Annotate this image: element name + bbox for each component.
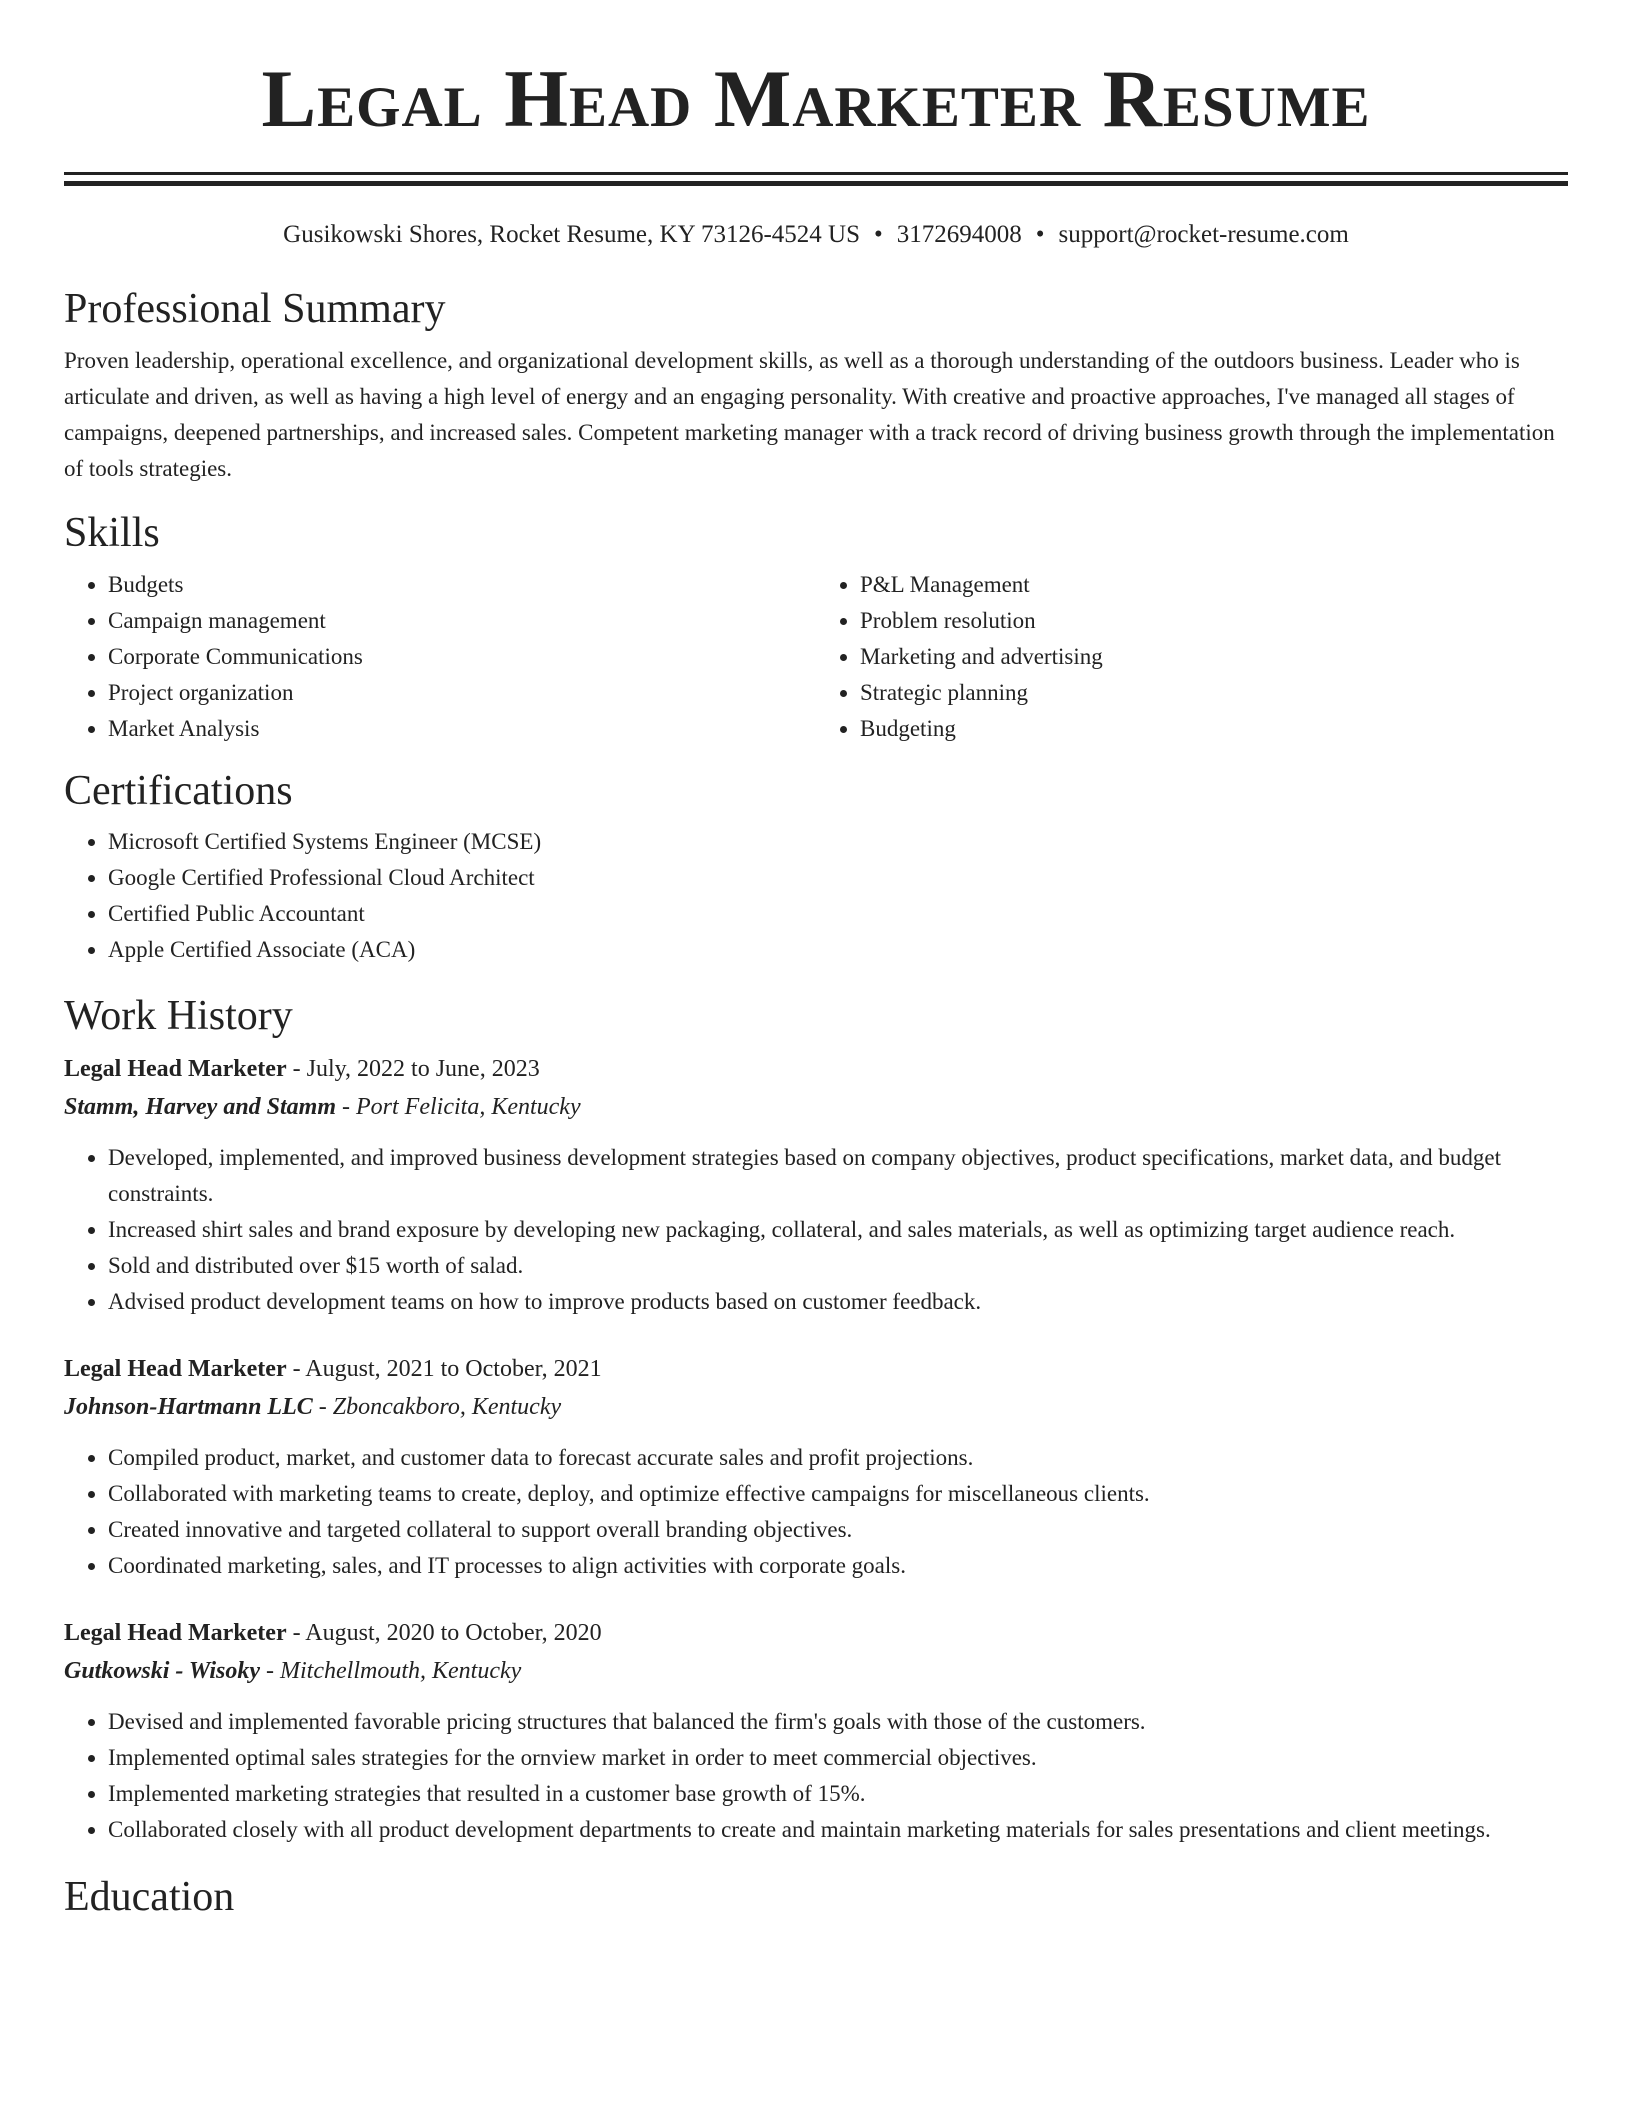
- job-role: Legal Head Marketer: [64, 1619, 287, 1646]
- skill-item: • Corporate Communications: [108, 639, 816, 675]
- certifications-list: [64, 824, 1568, 968]
- skill-item: • Campaign management: [108, 603, 816, 639]
- job-bullets: [64, 1440, 1568, 1584]
- job-role: Legal Head Marketer: [64, 1055, 287, 1082]
- contact-line: [64, 220, 1568, 250]
- job-bullet: • Collaborated closely with all product development departments to create and maintain marketing materials for sales presentations and client meetings.: [108, 1812, 1568, 1848]
- job-bullet: • Collaborated with marketing teams to create, deploy, and optimize effective campaigns for miscellaneous clients.: [108, 1476, 1568, 1512]
- job-entry: [64, 1350, 1568, 1584]
- job-bullet: • Implemented marketing strategies that resulted in a customer base growth of 15%.: [108, 1776, 1568, 1812]
- skill-item: • Project organization: [108, 675, 816, 711]
- job-location: - Port Felicita, Kentucky: [336, 1093, 581, 1120]
- job-entry: [64, 1614, 1568, 1848]
- skills-heading: Skills: [64, 510, 160, 557]
- job-bullets: [64, 1140, 1568, 1320]
- job-bullet: • Coordinated marketing, sales, and IT processes to align activities with corporate goals.: [108, 1548, 1568, 1584]
- job-company: Gutkowski - Wisoky: [64, 1657, 261, 1684]
- job-company-line: [64, 1388, 1568, 1426]
- title-divider-bottom: [64, 181, 1568, 186]
- title-divider-top: [64, 172, 1568, 175]
- job-dates: - July, 2022 to June, 2023: [286, 1055, 540, 1082]
- skills-column-right: [816, 567, 1568, 747]
- certification-item: • Apple Certified Associate (ACA): [108, 932, 1568, 968]
- job-entry: [64, 1050, 1568, 1320]
- contact-separator: •: [874, 221, 883, 248]
- summary-text: Proven leadership, operational excellence, and organizational development skills, as well as a thorough understanding of the outdoors business. Leader who is articulate and driven, as well as having a high level of energy and an engaging personality. With creative and proactive approaches, I've managed all stages of campaigns, deepened partnerships, and increased sales. Competent marketing manager with a track record of driving business growth through the implementation of tools strategies.: [64, 348, 1555, 482]
- job-company: Stamm, Harvey and Stamm: [64, 1093, 337, 1120]
- certification-item: • Google Certified Professional Cloud Architect: [108, 860, 1568, 896]
- skill-item: • Marketing and advertising: [860, 639, 1568, 675]
- skill-item: • P&L Management: [860, 567, 1568, 603]
- job-bullet: • Developed, implemented, and improved business development strategies based on company objectives, product specifications, market data, and budget constraints.: [108, 1140, 1568, 1212]
- job-location: - Zboncakboro, Kentucky: [312, 1393, 562, 1420]
- skill-item: • Budgets: [108, 567, 816, 603]
- contact-separator: •: [1035, 221, 1045, 248]
- contact-phone: 3172694008: [896, 221, 1022, 248]
- contact-address: Gusikowski Shores, Rocket Resume, KY 73126-4524 US: [283, 221, 860, 248]
- job-bullet: • Sold and distributed over $15 worth of salad.: [108, 1248, 1568, 1284]
- work-history-heading: Work History: [64, 993, 293, 1040]
- skills-column-left: [64, 567, 816, 747]
- skill-item: • Budgeting: [860, 711, 1568, 747]
- job-title-line: [64, 1614, 1568, 1652]
- certifications-heading: Certifications: [64, 767, 293, 814]
- job-location: - Mitchellmouth, Kentucky: [260, 1657, 522, 1684]
- skill-item: • Market Analysis: [108, 711, 816, 747]
- job-bullet: • Compiled product, market, and customer data to forecast accurate sales and profit projections.: [108, 1440, 1568, 1476]
- contact-email: support@rocket-resume.com: [1058, 221, 1349, 248]
- job-bullet: • Increased shirt sales and brand exposure by developing new packaging, collateral, and sales materials, as well as optimizing target audience reach.: [108, 1212, 1568, 1248]
- skill-item: • Strategic planning: [860, 675, 1568, 711]
- job-title-line: [64, 1350, 1568, 1388]
- job-dates: - August, 2020 to October, 2020: [286, 1619, 602, 1646]
- job-bullet: • Advised product development teams on how to improve products based on customer feedback.: [108, 1284, 1568, 1320]
- job-company-line: [64, 1088, 1568, 1126]
- job-bullets: [64, 1704, 1568, 1848]
- job-bullet: • Created innovative and targeted collateral to support overall branding objectives.: [108, 1512, 1568, 1548]
- certification-item: • Certified Public Accountant: [108, 896, 1568, 932]
- skill-item: • Problem resolution: [860, 603, 1568, 639]
- education-heading: Education: [64, 1873, 235, 1920]
- job-dates: - August, 2021 to October, 2021: [286, 1355, 602, 1382]
- certification-item: • Microsoft Certified Systems Engineer (MCSE): [108, 824, 1568, 860]
- job-company-line: [64, 1652, 1568, 1690]
- job-bullet: • Implemented optimal sales strategies for the ornview market in order to meet commercial objectives.: [108, 1740, 1568, 1776]
- job-bullet: • Devised and implemented favorable pricing structures that balanced the firm's goals with those of the customers.: [108, 1704, 1568, 1740]
- summary-heading: Professional Summary: [64, 286, 446, 332]
- job-company: Johnson-Hartmann LLC: [64, 1393, 313, 1420]
- job-title-line: [64, 1050, 1568, 1088]
- job-role: Legal Head Marketer: [64, 1355, 287, 1382]
- resume-title: Legal Head Marketer Resume: [261, 53, 1371, 144]
- skills-list: [64, 567, 1568, 747]
